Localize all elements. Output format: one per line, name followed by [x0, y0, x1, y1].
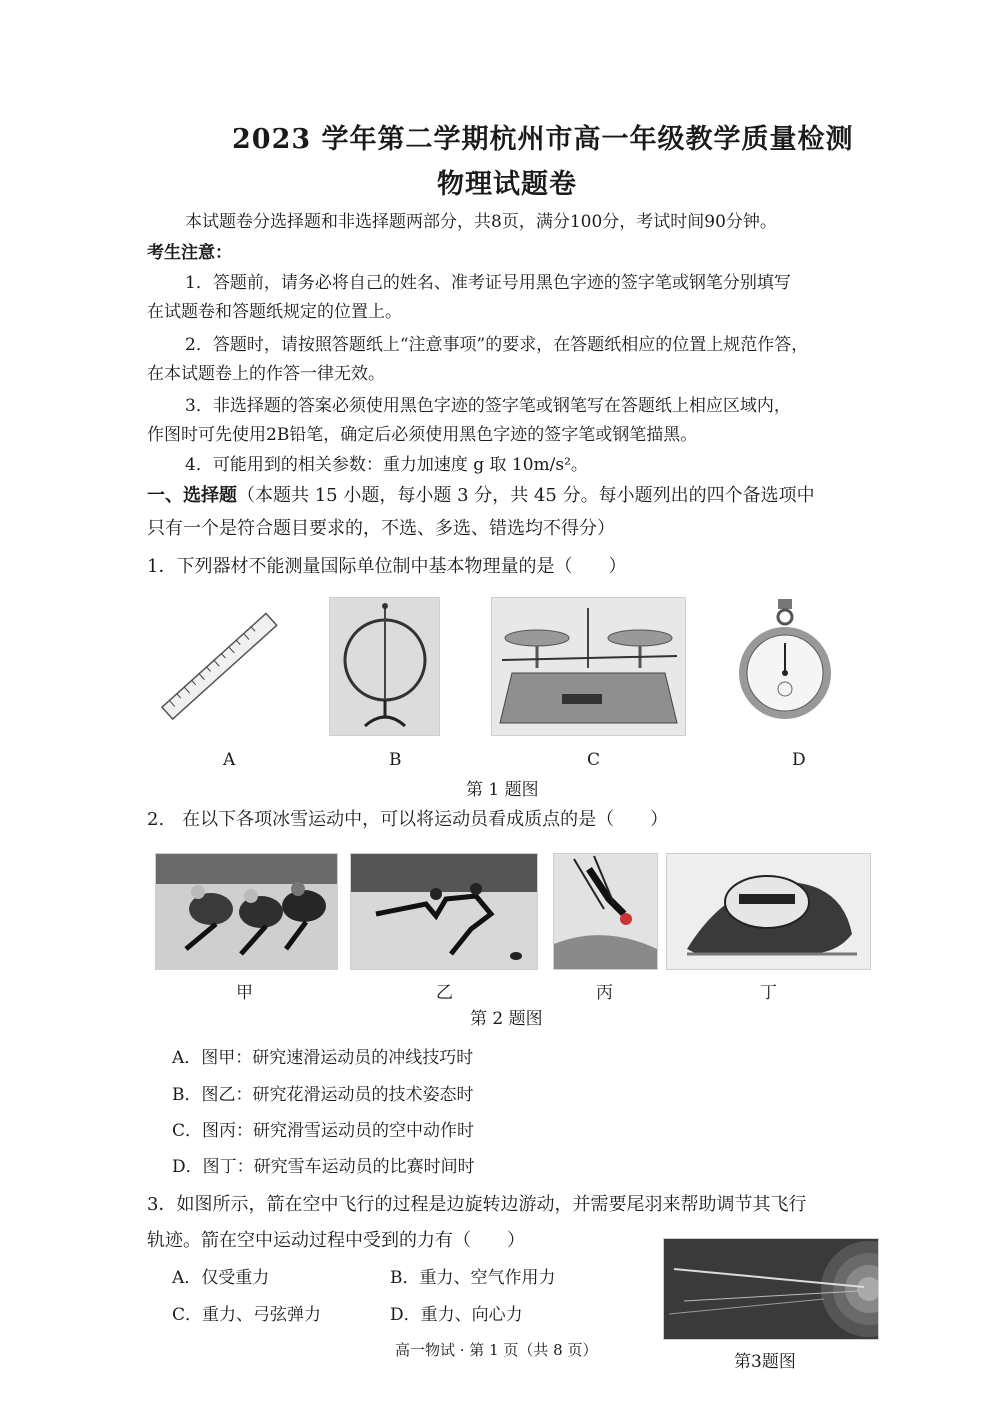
- bobsleigh-photo: [666, 853, 871, 970]
- notice-item-1-line2: 在试题卷和答题纸规定的位置上。: [147, 302, 402, 322]
- question-3-stem-line2: 轨迹。箭在空中运动过程中受到的力有（ ）: [147, 1230, 525, 1251]
- figure-skating-photo: [350, 853, 538, 970]
- aerial-skiing-photo: [553, 853, 658, 970]
- q3-option-a: A．仅受重力: [172, 1268, 270, 1288]
- question-1-stem: 1．下列器材不能测量国际单位制中基本物理量的是（ ）: [147, 556, 627, 577]
- page-title: 2023 学年第二学期杭州市高一年级教学质量检测: [232, 124, 854, 155]
- notice-item-3-line1: 3．非选择题的答案必须使用黑色字迹的签字笔或钢笔写在答题纸上相应区域内，: [185, 396, 791, 416]
- q1-label-d: D: [792, 750, 806, 770]
- arrow-target-photo: [663, 1238, 879, 1340]
- notice-item-3-line2: 作图时可先使用2B铅笔，确定后必须使用黑色字迹的签字笔或钢笔描黑。: [147, 425, 698, 445]
- notice-item-2-line1: 2．答题时，请按照答题纸上“注意事项”的要求，在答题纸相应的位置上规范作答，: [185, 335, 809, 355]
- section-desc-line2: 只有一个是符合题目要求的，不选、多选、错选均不得分）: [147, 518, 615, 539]
- q2-label-ding: 丁: [760, 983, 777, 1003]
- speed-skating-photo: [155, 853, 338, 970]
- notice-item-2-line2: 在本试题卷上的作答一律无效。: [147, 364, 385, 384]
- spring-scale-photo: [329, 597, 440, 736]
- notice-heading: 考生注意：: [147, 243, 232, 263]
- q1-caption: 第 1 题图: [466, 780, 539, 800]
- section-desc: （本题共 15 小题，每小题 3 分，共 45 分。每小题列出的四个备选项中: [237, 485, 815, 506]
- q3-option-b: B．重力、空气作用力: [390, 1268, 556, 1288]
- q2-caption: 第 2 题图: [470, 1009, 543, 1029]
- q2-option-c: C．图丙：研究滑雪运动员的空中动作时: [172, 1121, 475, 1141]
- section-title: 一、选择题: [147, 485, 237, 506]
- q1-label-c: C: [587, 750, 601, 770]
- q1-label-a: A: [223, 750, 236, 770]
- q2-label-yi: 乙: [436, 983, 453, 1003]
- question-2-stem: 2. 在以下各项冰雪运动中，可以将运动员看成质点的是（ ）: [147, 809, 669, 830]
- q3-option-d: D．重力、向心力: [390, 1305, 523, 1325]
- q2-label-bing: 丙: [596, 983, 613, 1003]
- q2-option-d: D．图丁：研究雪车运动员的比赛时间时: [172, 1157, 475, 1177]
- q3-caption: 第3题图: [734, 1352, 796, 1372]
- page-footer: 高一物试 · 第 1 页（共 8 页）: [395, 1341, 598, 1359]
- q2-option-a: A．图甲：研究速滑运动员的冲线技巧时: [172, 1048, 474, 1068]
- section-heading: [147, 487, 815, 505]
- question-3-stem-line1: 3．如图所示，箭在空中飞行的过程是边旋转边游动，并需要尾羽来帮助调节其飞行: [147, 1194, 807, 1215]
- balance-photo: [491, 597, 686, 736]
- notice-item-1-line1: 1．答题前，请务必将自己的姓名、准考证号用黑色字迹的签字笔或钢笔分别填写: [185, 273, 791, 293]
- q2-option-b: B．图乙：研究花滑运动员的技术姿态时: [172, 1085, 474, 1105]
- intro-text: 本试题卷分选择题和非选择题两部分，共8页，满分100分，考试时间90分钟。: [185, 212, 777, 232]
- q1-label-b: B: [389, 750, 402, 770]
- stopwatch-photo: [733, 597, 837, 725]
- q3-option-c: C．重力、弓弦弹力: [172, 1305, 322, 1325]
- q2-label-jia: 甲: [236, 983, 253, 1003]
- page-subtitle: 物理试题卷: [437, 169, 577, 200]
- ruler-photo: [155, 602, 285, 732]
- notice-item-4: 4．可能用到的相关参数：重力加速度 g 取 10m/s²。: [185, 455, 588, 475]
